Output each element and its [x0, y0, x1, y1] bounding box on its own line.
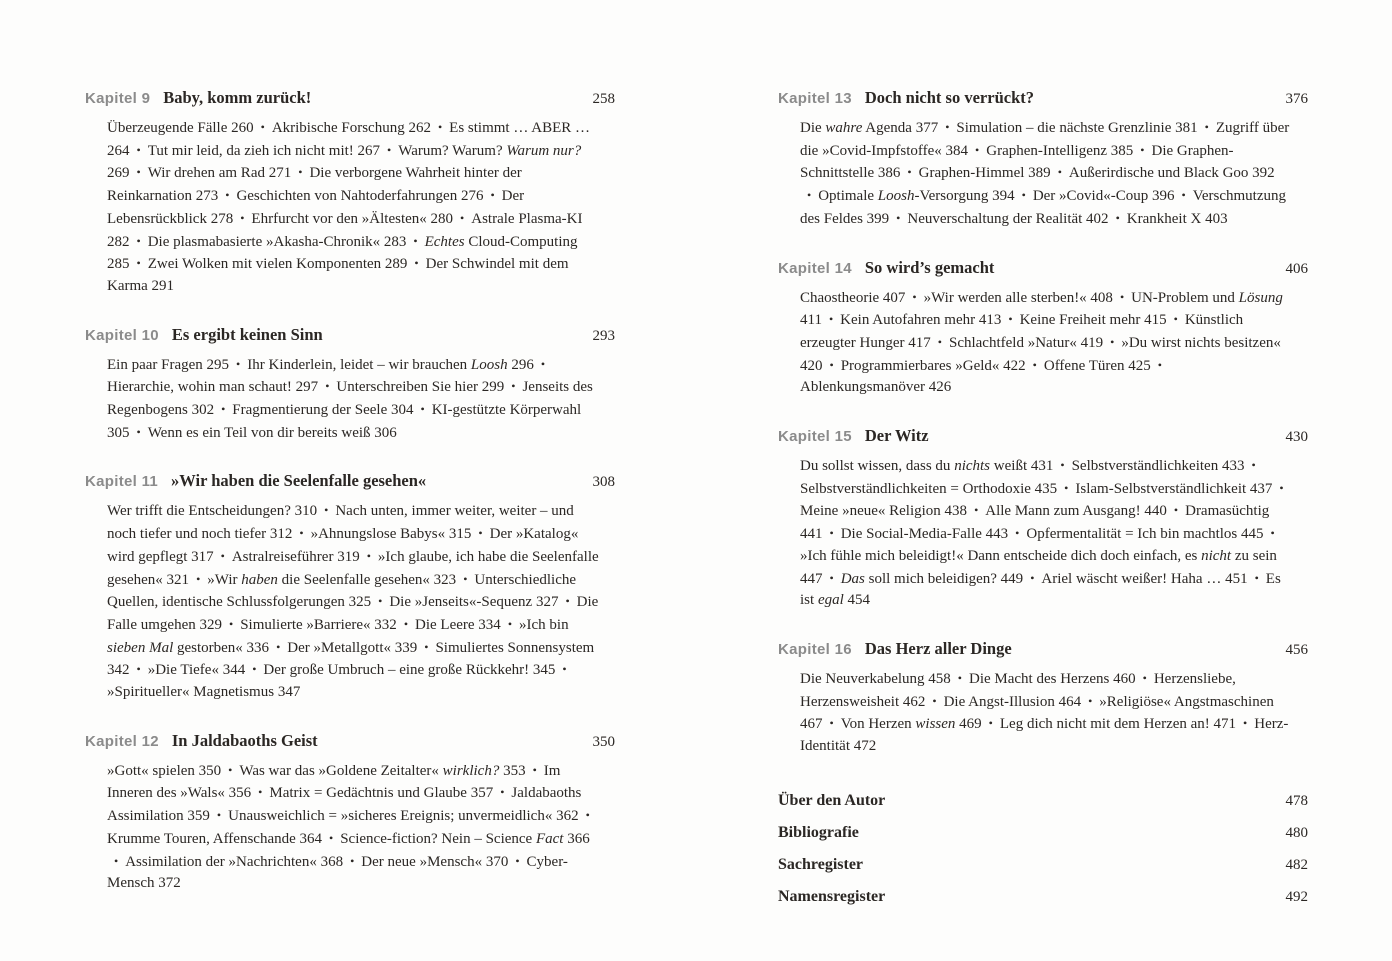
- right-page: [778, 88, 1308, 920]
- topic-text: Verschmutzung des Feldes 399: [800, 188, 1286, 227]
- topic-text: Cloud-Computing 285: [107, 233, 578, 273]
- bullet-separator: •: [424, 639, 429, 654]
- topic-text: Der »Katalog« wird gepflegt 317: [107, 526, 579, 565]
- topic-text: soll mich beleidigen? 449: [864, 570, 1024, 587]
- topic-text: nicht: [1201, 547, 1232, 564]
- bullet-separator: •: [1204, 120, 1209, 134]
- topic-text: Keine Freiheit mehr 415: [1019, 312, 1167, 329]
- bullet-separator: •: [136, 233, 141, 248]
- topic-text: Islam-Selbstverständlichkeit 437: [1075, 480, 1273, 497]
- topic-text: egal: [817, 592, 844, 609]
- bullet-separator: •: [220, 548, 225, 563]
- chapter-page-number: 350: [592, 733, 615, 750]
- topic-text: »Ich fühle mich beleidigt!« Dann entscheide dich doch einfach, es: [800, 547, 1202, 564]
- topic-text: Herz-Identität 472: [800, 716, 1289, 755]
- bullet-separator: •: [1110, 334, 1115, 349]
- topic-text: Simulation – die nächste Grenzlinie 381: [956, 120, 1198, 136]
- chapter-title: Es ergibt keinen Sinn: [171, 324, 323, 344]
- chapter-label: Kapitel 15: [778, 428, 852, 446]
- topic-text: -Versorgung 394: [914, 188, 1015, 205]
- bullet-separator: •: [136, 165, 141, 180]
- chapter-block-14: [778, 258, 1308, 400]
- bullet-separator: •: [136, 424, 141, 439]
- backmatter-page-number: 482: [1285, 856, 1308, 873]
- bullet-separator: •: [829, 716, 834, 731]
- chapter-title: »Wir haben die Seelenfalle gesehen«: [171, 471, 427, 491]
- chapter-block-9: [85, 88, 615, 298]
- chapter-label: Kapitel 9: [85, 90, 151, 107]
- bullet-separator: •: [1181, 188, 1186, 203]
- bullet-separator: •: [1030, 570, 1035, 585]
- topic-text: Meine »neue« Religion 438: [800, 503, 968, 520]
- bullet-separator: •: [276, 639, 281, 654]
- backmatter-label: Bibliografie: [778, 823, 859, 841]
- topic-text: Assimilation der »Nachrichten« 368: [125, 853, 344, 870]
- chapter-heading: [85, 88, 615, 108]
- bullet-separator: •: [228, 762, 233, 777]
- topic-text: Die Neuverkabelung 458: [800, 670, 951, 687]
- topic-text: Ehrfurcht vor den »Ältesten« 280: [251, 210, 454, 227]
- topic-text: Nach unten, immer weiter, weiter – und noch tiefer und noch tiefer 312: [107, 503, 574, 543]
- bullet-separator: •: [1157, 357, 1162, 372]
- topic-text: Fact: [535, 830, 564, 847]
- bullet-separator: •: [420, 402, 425, 417]
- topic-text: Jenseits des Regenbogens 302: [107, 379, 593, 419]
- topic-text: 296: [507, 356, 534, 373]
- bullet-separator: •: [225, 188, 230, 203]
- chapter-page-number: 456: [1285, 641, 1308, 658]
- backmatter-row: [778, 792, 1308, 810]
- topic-text: »Ahnungslose Babys« 315: [310, 526, 472, 543]
- topic-text: Schlachtfeld »Natur« 419: [948, 334, 1104, 351]
- chapter-block-16: [778, 639, 1308, 758]
- topic-text: Die Graphen-Schnittstelle 386: [800, 142, 1234, 182]
- chapter-page-number: 293: [592, 327, 615, 344]
- bullet-separator: •: [324, 503, 329, 518]
- topic-text: Es stimmt … ABER … 264: [107, 120, 591, 159]
- bullet-separator: •: [114, 853, 119, 868]
- bullet-separator: •: [1057, 165, 1062, 180]
- topic-text: zu sein 447: [800, 547, 1277, 587]
- bullet-separator: •: [1251, 458, 1256, 473]
- chapter-title: Baby, komm zurück!: [163, 88, 312, 107]
- topic-text: Unausweichlich = »sicheres Ereignis; unvermeidlich« 362: [228, 808, 579, 825]
- topic-text: 269: [107, 165, 130, 182]
- backmatter-row: [778, 824, 1308, 842]
- topic-text: Loosh: [877, 188, 915, 205]
- bullet-separator: •: [957, 670, 962, 685]
- topic-text: 454: [843, 592, 871, 609]
- chapter-block-15: [778, 426, 1308, 612]
- topic-text: nichts: [954, 458, 991, 475]
- topic-text: Cyber-Mensch 372: [107, 853, 568, 892]
- bullet-separator: •: [490, 188, 495, 203]
- bullet-separator: •: [515, 853, 520, 868]
- topic-text: Ein paar Fragen 295: [107, 356, 230, 373]
- topic-text: Chaostheorie 407: [800, 289, 906, 306]
- chapter-heading: [778, 426, 1308, 446]
- topic-text: Die Social-Media-Falle 443: [840, 526, 1009, 543]
- chapter-label: Kapitel 12: [85, 732, 159, 750]
- chapter-heading: [85, 471, 615, 491]
- topic-text: Selbstverständlichkeiten = Orthodoxie 435: [800, 480, 1058, 497]
- bullet-separator: •: [136, 142, 141, 157]
- chapter-topics: [107, 760, 599, 895]
- topic-text: Geschichten von Nahtoderfahrungen 276: [236, 188, 484, 205]
- backmatter-section: [778, 792, 1308, 906]
- bullet-separator: •: [196, 571, 201, 586]
- chapter-heading: [778, 258, 1308, 278]
- topic-text: Warum? Warum?: [398, 142, 507, 159]
- chapter-label: Kapitel 11: [85, 473, 159, 491]
- chapter-heading: [778, 88, 1308, 108]
- topic-text: »Ich bin: [519, 616, 569, 633]
- bullet-separator: •: [325, 379, 330, 394]
- bullet-separator: •: [1060, 458, 1065, 473]
- topic-text: Hierarchie, wohin man schaut! 297: [107, 379, 319, 396]
- bullet-separator: •: [974, 503, 979, 518]
- chapter-title: In Jaldabaoths Geist: [171, 730, 318, 750]
- bullet-separator: •: [807, 188, 812, 203]
- bullet-separator: •: [1140, 142, 1145, 157]
- bullet-separator: •: [540, 356, 546, 371]
- topic-text: 469: [955, 716, 982, 733]
- bullet-separator: •: [507, 616, 513, 631]
- topic-text: »Die Tiefe« 344: [147, 662, 246, 679]
- chapter-page-number: 376: [1285, 91, 1308, 107]
- bullet-separator: •: [1015, 526, 1020, 541]
- bullet-separator: •: [1243, 716, 1248, 731]
- topic-text: Im Inneren des »Wals« 356: [107, 762, 561, 802]
- topic-text: weißt 431: [990, 458, 1054, 475]
- bullet-separator: •: [228, 616, 234, 631]
- topic-text: Kein Autofahren mehr 413: [840, 312, 1002, 329]
- topic-text: Die »Jenseits«-Sequenz 327: [389, 594, 559, 611]
- backmatter-label: Sachregister: [778, 855, 864, 873]
- bullet-separator: •: [1064, 480, 1069, 495]
- bullet-separator: •: [1173, 312, 1178, 327]
- topic-text: »Ich glaube, ich habe die Seelenfalle gesehen« 321: [107, 548, 599, 588]
- topic-text: Agenda 377: [862, 120, 939, 136]
- chapter-block-11: [85, 471, 615, 703]
- backmatter-page-number: 492: [1285, 888, 1308, 905]
- chapter-topics: [107, 500, 599, 703]
- topic-text: Zugriff über die »Covid-Impfstoffe« 384: [800, 120, 1290, 159]
- chapter-title: Der Witz: [864, 426, 929, 446]
- topic-text: UN-Problem und: [1131, 289, 1239, 306]
- bullet-separator: •: [413, 233, 418, 248]
- chapter-label: Kapitel 10: [85, 326, 159, 344]
- bullet-separator: •: [136, 662, 141, 677]
- topic-text: Selbstverständlichkeiten 433: [1071, 458, 1245, 475]
- bullet-separator: •: [1254, 570, 1259, 585]
- bullet-separator: •: [937, 334, 942, 349]
- backmatter-page-number: 480: [1285, 824, 1308, 841]
- topic-text: gestorben« 336: [173, 639, 270, 656]
- topic-text: Es ist: [800, 570, 1281, 609]
- chapter-heading: [778, 639, 1308, 659]
- topic-text: wissen: [915, 716, 956, 733]
- bullet-separator: •: [1032, 357, 1037, 372]
- topic-text: »Du wirst nichts besitzen« 420: [800, 334, 1281, 374]
- bullet-separator: •: [252, 662, 257, 677]
- topic-text: Wenn es ein Teil von dir bereits weiß 306: [147, 424, 397, 441]
- left-page: [85, 88, 615, 922]
- topic-text: »Gott« spielen 350: [107, 762, 222, 779]
- bullet-separator: •: [1008, 312, 1013, 327]
- bullet-separator: •: [414, 256, 419, 271]
- bullet-separator: •: [532, 762, 537, 777]
- topic-text: Neuverschaltung der Realität 402: [907, 210, 1109, 227]
- bullet-separator: •: [437, 120, 443, 134]
- topic-text: Unterschreiben Sie hier 299: [336, 379, 505, 396]
- topic-text: sieben Mal: [107, 639, 174, 656]
- topic-text: Die Leere 334: [415, 616, 501, 633]
- topic-text: Leg dich nicht mit dem Herzen an! 471: [999, 716, 1237, 733]
- topic-text: Programmierbares »Geld« 422: [840, 357, 1026, 374]
- topic-text: Die plasmabasierte »Akasha-Chronik« 283: [147, 233, 407, 250]
- topic-text: »Religiöse« Angstmaschinen 467: [800, 693, 1274, 733]
- bullet-separator: •: [1270, 526, 1275, 541]
- bullet-separator: •: [829, 570, 834, 585]
- bullet-separator: •: [500, 785, 505, 800]
- topic-text: wirklich?: [442, 762, 500, 779]
- topic-text: Astrale Plasma-KI 282: [107, 210, 583, 250]
- backmatter-page-number: 478: [1285, 792, 1308, 809]
- topic-text: Graphen-Intelligenz 385: [986, 142, 1134, 159]
- bullet-separator: •: [1119, 289, 1125, 304]
- topic-text: Akribische Forschung 262: [271, 120, 431, 136]
- topic-text: Die: [800, 120, 826, 136]
- bullet-separator: •: [562, 662, 567, 677]
- backmatter-label: Über den Autor: [778, 791, 886, 809]
- topic-text: Der Schwindel mit dem Karma 291: [107, 256, 569, 294]
- chapter-title: So wird’s gemacht: [864, 257, 995, 277]
- bullet-separator: •: [240, 210, 245, 225]
- backmatter-label: Namensregister: [778, 887, 886, 905]
- bullet-separator: •: [1279, 480, 1284, 495]
- chapter-topics: [800, 455, 1292, 612]
- topic-text: Die Angst-Illusion 464: [943, 693, 1082, 710]
- topic-text: Dramasüchtig 441: [800, 503, 1270, 543]
- topic-text: Astralreiseführer 319: [231, 548, 360, 565]
- bullet-separator: •: [298, 165, 303, 180]
- topic-text: Science-fiction? Nein – Science: [340, 830, 536, 847]
- topic-text: Jaldabaoths Assimilation 359: [107, 785, 582, 825]
- topic-text: Loosh: [470, 356, 508, 373]
- chapter-label: Kapitel 16: [778, 640, 852, 658]
- topic-text: Offene Türen 425: [1043, 357, 1151, 374]
- bullet-separator: •: [829, 357, 834, 372]
- topic-text: Künstlich erzeugter Hunger 417: [800, 312, 1244, 351]
- bullet-separator: •: [912, 289, 917, 304]
- chapter-heading: [85, 325, 615, 345]
- topic-text: Opfermentalität = Ich bin machtlos 445: [1026, 526, 1264, 543]
- bullet-separator: •: [258, 785, 263, 800]
- topic-text: Ihr Kinderlein, leidet – wir brauchen: [247, 356, 471, 373]
- topic-text: Warum nur?: [506, 142, 582, 159]
- bullet-separator: •: [1088, 693, 1093, 708]
- bullet-separator: •: [1021, 188, 1026, 203]
- bullet-separator: •: [299, 526, 304, 541]
- chapter-label: Kapitel 14: [778, 259, 852, 277]
- topic-text: 366: [563, 830, 590, 847]
- backmatter-row: [778, 888, 1308, 906]
- topic-text: Ablenkungsmanöver 426: [800, 379, 952, 396]
- chapter-title: Doch nicht so verrückt?: [864, 88, 1034, 107]
- topic-text: Echtes: [424, 233, 465, 250]
- bullet-separator: •: [1173, 503, 1179, 518]
- topic-text: Unterschiedliche Quellen, identische Schlussfolgerungen 325: [107, 571, 577, 611]
- topic-text: Zwei Wolken mit vielen Komponenten 289: [147, 256, 408, 273]
- topic-text: Der große Umbruch – eine große Rückkehr! 345: [263, 662, 556, 679]
- topic-text: Von Herzen: [840, 716, 916, 733]
- bullet-separator: •: [1115, 210, 1120, 225]
- topic-text: Fragmentierung der Seele 304: [232, 402, 414, 419]
- topic-text: Was war das »Goldene Zeitalter«: [239, 762, 443, 779]
- topic-text: Optimale: [818, 188, 878, 205]
- bullet-separator: •: [216, 808, 222, 823]
- bullet-separator: •: [350, 853, 355, 868]
- topic-text: Wer trifft die Entscheidungen? 310: [107, 503, 318, 520]
- topic-text: Simuliertes Sonnensystem 342: [107, 639, 595, 679]
- topic-text: Überzeugende Fälle 260: [107, 120, 254, 136]
- chapter-topics: [800, 287, 1292, 400]
- bullet-separator: •: [463, 571, 468, 586]
- bullet-separator: •: [988, 716, 993, 731]
- chapter-title: Das Herz aller Dinge: [864, 638, 1012, 658]
- bullet-separator: •: [945, 120, 950, 134]
- topic-text: »Wir werden alle sterben!« 408: [923, 289, 1113, 306]
- topic-text: Graphen-Himmel 389: [918, 165, 1051, 182]
- bullet-separator: •: [828, 312, 834, 327]
- bullet-separator: •: [366, 548, 371, 563]
- topic-text: Die Macht des Herzens 460: [969, 670, 1136, 687]
- bullet-separator: •: [565, 594, 570, 609]
- topic-text: haben: [241, 571, 278, 588]
- topic-text: KI-gestützte Körperwahl 305: [107, 402, 582, 441]
- bullet-separator: •: [403, 616, 409, 631]
- bullet-separator: •: [511, 379, 516, 394]
- topic-text: Ariel wäscht weißer! Haha … 451: [1041, 570, 1248, 587]
- chapter-page-number: 308: [592, 474, 615, 491]
- chapter-topics: [107, 354, 599, 445]
- bullet-separator: •: [387, 142, 392, 157]
- bullet-separator: •: [932, 693, 937, 708]
- topic-text: Der »Covid«-Coup 396: [1032, 188, 1175, 205]
- topic-text: »Wir: [207, 571, 242, 588]
- topic-text: Der Lebensrückblick 278: [107, 188, 525, 227]
- topic-text: »Spiritueller« Magnetismus 347: [107, 684, 301, 701]
- topic-text: Der neue »Mensch« 370: [361, 853, 509, 870]
- chapter-page-number: 430: [1285, 429, 1308, 446]
- topic-text: Das: [840, 570, 865, 587]
- topic-text: Die verborgene Wahrheit hinter der Reinkarnation 273: [107, 165, 522, 205]
- topic-text: 353: [499, 762, 526, 779]
- chapter-block-13: [778, 88, 1308, 231]
- chapter-topics: [800, 668, 1292, 758]
- chapter-block-10: [85, 325, 615, 445]
- bullet-separator: •: [478, 526, 483, 541]
- bullet-separator: •: [896, 210, 901, 225]
- chapter-heading: [85, 731, 615, 751]
- topic-text: Alle Mann zum Ausgang! 440: [985, 503, 1167, 520]
- topic-text: die Seelenfalle gesehen« 323: [277, 571, 457, 588]
- topic-text: Lösung: [1238, 289, 1283, 306]
- topic-text: Simulierte »Barriere« 332: [240, 616, 397, 633]
- bullet-separator: •: [907, 165, 912, 180]
- topic-text: wahre: [825, 120, 863, 136]
- topic-text: Der »Metallgott« 339: [287, 639, 418, 656]
- bullet-separator: •: [236, 356, 241, 371]
- topic-text: Tut mir leid, da zieh ich nicht mit! 267: [147, 142, 381, 159]
- bullet-separator: •: [329, 830, 334, 845]
- chapter-page-number: 406: [1285, 260, 1308, 277]
- bullet-separator: •: [975, 142, 980, 157]
- chapter-topics: [107, 117, 599, 298]
- bullet-separator: •: [260, 120, 265, 134]
- topic-text: Außerirdische und Black Goo 392: [1068, 165, 1275, 182]
- chapter-block-12: [85, 731, 615, 895]
- topic-text: Die Falle umgehen 329: [107, 594, 599, 633]
- topic-text: 411: [800, 312, 822, 329]
- topic-text: Krankheit X 403: [1126, 210, 1228, 227]
- chapter-topics: [800, 117, 1292, 231]
- bullet-separator: •: [136, 256, 141, 271]
- chapter-label: Kapitel 13: [778, 90, 852, 107]
- bullet-separator: •: [1142, 670, 1147, 685]
- chapter-page-number: 258: [592, 91, 615, 107]
- topic-text: Krumme Touren, Affenschande 364: [107, 830, 323, 847]
- bullet-separator: •: [585, 808, 590, 823]
- topic-text: Matrix = Gedächtnis und Glaube 357: [269, 785, 494, 802]
- topic-text: Wir drehen am Rad 271: [147, 165, 292, 182]
- bullet-separator: •: [221, 402, 226, 417]
- bullet-separator: •: [378, 594, 383, 609]
- topic-text: Du sollst wissen, dass du: [800, 458, 955, 475]
- backmatter-row: [778, 856, 1308, 874]
- topic-text: Herzensliebe, Herzensweisheit 462: [800, 670, 1236, 710]
- bullet-separator: •: [460, 210, 465, 225]
- bullet-separator: •: [829, 526, 834, 541]
